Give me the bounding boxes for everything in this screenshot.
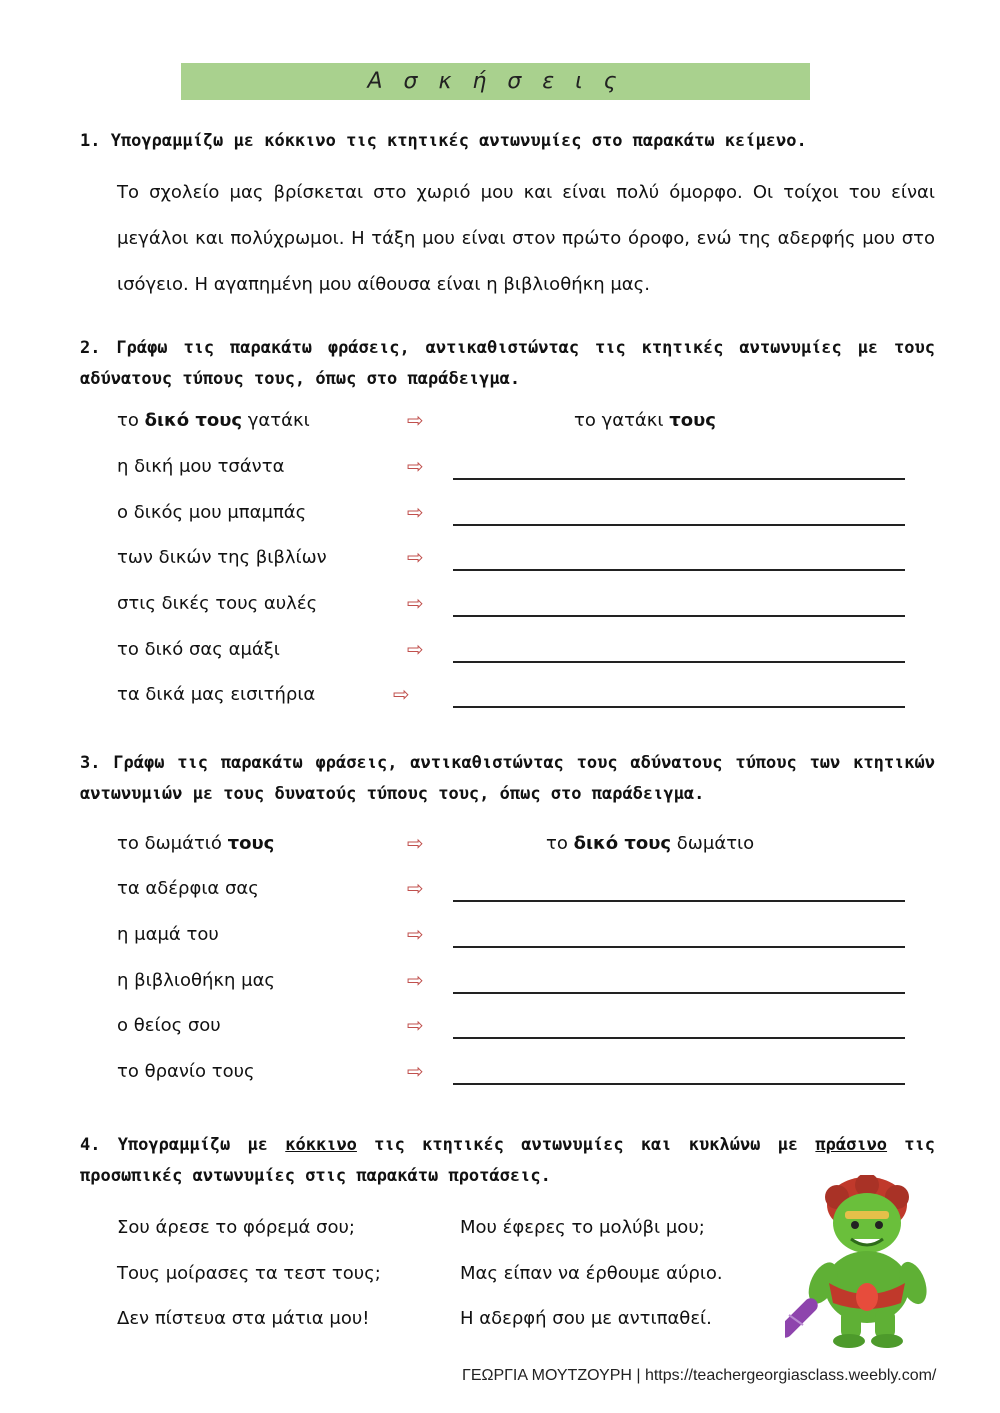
sentence: Η αδερφή σου με αντιπαθεί. — [460, 1308, 712, 1329]
title-banner — [181, 63, 810, 100]
exercise-2-row — [117, 547, 917, 577]
arrow-icon: ⇨ — [407, 1013, 424, 1037]
exercise-3-row — [117, 1061, 917, 1091]
phrase: τα δικά μας εισιτήρια — [117, 684, 316, 705]
page-title: Α σ κ ή σ ε ι ς — [367, 69, 624, 94]
arrow-icon: ⇨ — [407, 500, 424, 524]
phrase: των δικών της βιβλίων — [117, 547, 327, 568]
exercise-1-text: Το σχολείο μας βρίσκεται στο χωριό μου και είναι πολύ όμορφο. Οι τοίχοι του είναι μεγάλοι και πολύχρωμοι. Η τάξη μου είναι στον πρώτο όροφο, ενώ της αδερφής μου στο ισόγειο. Η αγαπημένη μου αίθουσα είναι η βιβλιοθήκη μας. — [117, 182, 935, 295]
exercise-2-row — [117, 456, 917, 486]
example-phrase: το δικό τους γατάκι — [117, 410, 310, 431]
sentence: Τους μοίρασες τα τεστ τους; — [117, 1263, 381, 1284]
answer-line[interactable] — [453, 569, 905, 571]
exercise-2-row — [117, 684, 917, 714]
exercise-3-heading: 3. Γράφω τις παρακάτω φράσεις, αντικαθιστώντας τους αδύνατους τύπους των κτητικών αντωνυμιών με τους δυνατούς τύπους τους, όπως στο παράδειγμα. — [80, 753, 935, 804]
answer-line[interactable] — [453, 992, 905, 994]
exercise-3-row — [117, 1015, 917, 1045]
exercise-3-row — [117, 970, 917, 1000]
green-monster-illustration — [785, 1175, 945, 1350]
exercise-3-row — [117, 878, 917, 908]
phrase: το θρανίο τους — [117, 1061, 255, 1082]
phrase: τα αδέρφια σας — [117, 878, 259, 899]
arrow-icon: ⇨ — [407, 408, 424, 432]
arrow-icon: ⇨ — [407, 454, 424, 478]
arrow-icon: ⇨ — [393, 682, 410, 706]
sentence: Σου άρεσε το φόρεμά σου; — [117, 1217, 355, 1238]
exercise-2-row — [117, 593, 917, 623]
phrase: η δική μου τσάντα — [117, 456, 285, 477]
arrow-icon: ⇨ — [407, 876, 424, 900]
example-answer: το γατάκι τους — [574, 410, 716, 431]
phrase: η βιβλιοθήκη μας — [117, 970, 275, 991]
sentence: Μας είπαν να έρθουμε αύριο. — [460, 1263, 723, 1284]
phrase: ο δικός μου μπαμπάς — [117, 502, 307, 523]
arrow-icon: ⇨ — [407, 1059, 424, 1083]
answer-line[interactable] — [453, 478, 905, 480]
footer-credit: ΓΕΩΡΓΙΑ ΜΟΥΤΖΟΥΡΗ | https://teachergeorgiasclass.weebly.com/ — [462, 1367, 937, 1384]
exercise-1-heading: 1. Υπογραμμίζω με κόκκινο τις κτητικές αντωνυμίες στο παρακάτω κείμενο. — [80, 131, 807, 151]
sentence: Δεν πίστευα στα μάτια μου! — [117, 1308, 370, 1329]
answer-line[interactable] — [453, 661, 905, 663]
sentence: Μου έφερες το μολύβι μου; — [460, 1217, 705, 1238]
answer-line[interactable] — [453, 946, 905, 948]
exercise-2-row — [117, 639, 917, 669]
arrow-icon: ⇨ — [407, 591, 424, 615]
arrow-icon: ⇨ — [407, 968, 424, 992]
phrase: στις δικές τους αυλές — [117, 593, 318, 614]
exercise-3-example-row — [117, 833, 917, 863]
arrow-icon: ⇨ — [407, 637, 424, 661]
arrow-icon: ⇨ — [407, 831, 424, 855]
answer-line[interactable] — [453, 706, 905, 708]
exercise-3-row — [117, 924, 917, 954]
answer-line[interactable] — [453, 1037, 905, 1039]
answer-line[interactable] — [453, 524, 905, 526]
arrow-icon: ⇨ — [407, 922, 424, 946]
answer-line[interactable] — [453, 1083, 905, 1085]
phrase: η μαμά του — [117, 924, 219, 945]
phrase: το δικό σας αμάξι — [117, 639, 280, 660]
arrow-icon: ⇨ — [407, 545, 424, 569]
exercise-2-heading: 2. Γράφω τις παρακάτω φράσεις, αντικαθιστώντας τις κτητικές αντωνυμίες με τους αδύνατους τύπους τους, όπως στο παράδειγμα. — [80, 338, 935, 389]
phrase: ο θείος σου — [117, 1015, 221, 1036]
answer-line[interactable] — [453, 615, 905, 617]
example-answer: το δικό τους δωμάτιο — [546, 833, 755, 854]
example-phrase: το δωμάτιό τους — [117, 833, 275, 854]
exercise-2-example-row — [117, 410, 917, 440]
answer-line[interactable] — [453, 900, 905, 902]
exercise-2-row — [117, 502, 917, 532]
exercise-4-heading: 4. Υπογραμμίζω με κόκκινο τις κτητικές αντωνυμίες και κυκλώνω με πράσινο τις προσωπικές αντωνυμίες στις παρακάτω προτάσεις. — [80, 1135, 935, 1186]
